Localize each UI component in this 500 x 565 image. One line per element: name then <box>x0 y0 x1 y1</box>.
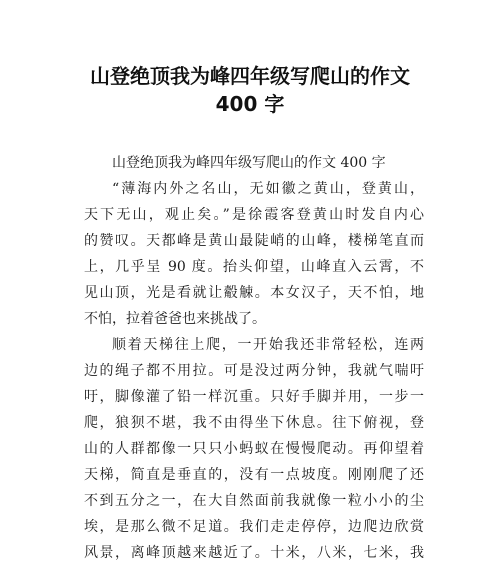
article-line: 不怕，拉着爸爸也来挑战了。 <box>84 311 266 327</box>
article-line: 吁，脚像灌了铅一样沉重。只好手脚并用，一步一 <box>84 389 424 405</box>
article-line: 边的绳子都不用拉。可是没过两分钟，我就气喘吁 <box>84 363 424 379</box>
article-line: 山的人群都像一只只小蚂蚁在慢慢爬动。再仰望着 <box>84 441 424 457</box>
article-line: “薄海内外之名山，无如徽之黄山，登黄山， <box>112 181 424 197</box>
article-line: 爬，狼狈不堪，我不由得坐下休息。往下俯视，登 <box>84 415 424 431</box>
article-line: 的赞叹。天都峰是黄山最陡峭的山峰，楼梯笔直而 <box>84 233 424 249</box>
document-title-line-2: 400 字 <box>215 92 285 116</box>
article-line: 见山顶，光是看就让觳觫。本女汉子，天不怕，地 <box>84 285 424 301</box>
article-line: 顺着天梯往上爬，一开始我还非常轻松，连两 <box>112 337 424 353</box>
article-line: 天梯，简直是垂直的，没有一点坡度。刚刚爬了还 <box>84 467 424 483</box>
article-line: 山登绝顶我为峰四年级写爬山的作文 400 字 <box>112 155 386 171</box>
article-body <box>84 150 424 565</box>
article-line: 上，几乎呈 90 度。抬头仰望，山峰直入云霄，不 <box>84 259 424 275</box>
article-line: 风景，离峰顶越来越近了。十米，八米，七米，我 <box>84 545 424 561</box>
article-line: 天下无山，观止矣。”是徐霞客登黄山时发自内心 <box>84 207 424 223</box>
article-line: 埃，是那么微不足道。我们走走停停，边爬边欣赏 <box>84 519 424 535</box>
article-line: 不到五分之一，在大自然面前我就像一粒小小的尘 <box>84 493 424 509</box>
document-title-line-1: 山登绝顶我为峰四年级写爬山的作文 <box>90 64 410 88</box>
